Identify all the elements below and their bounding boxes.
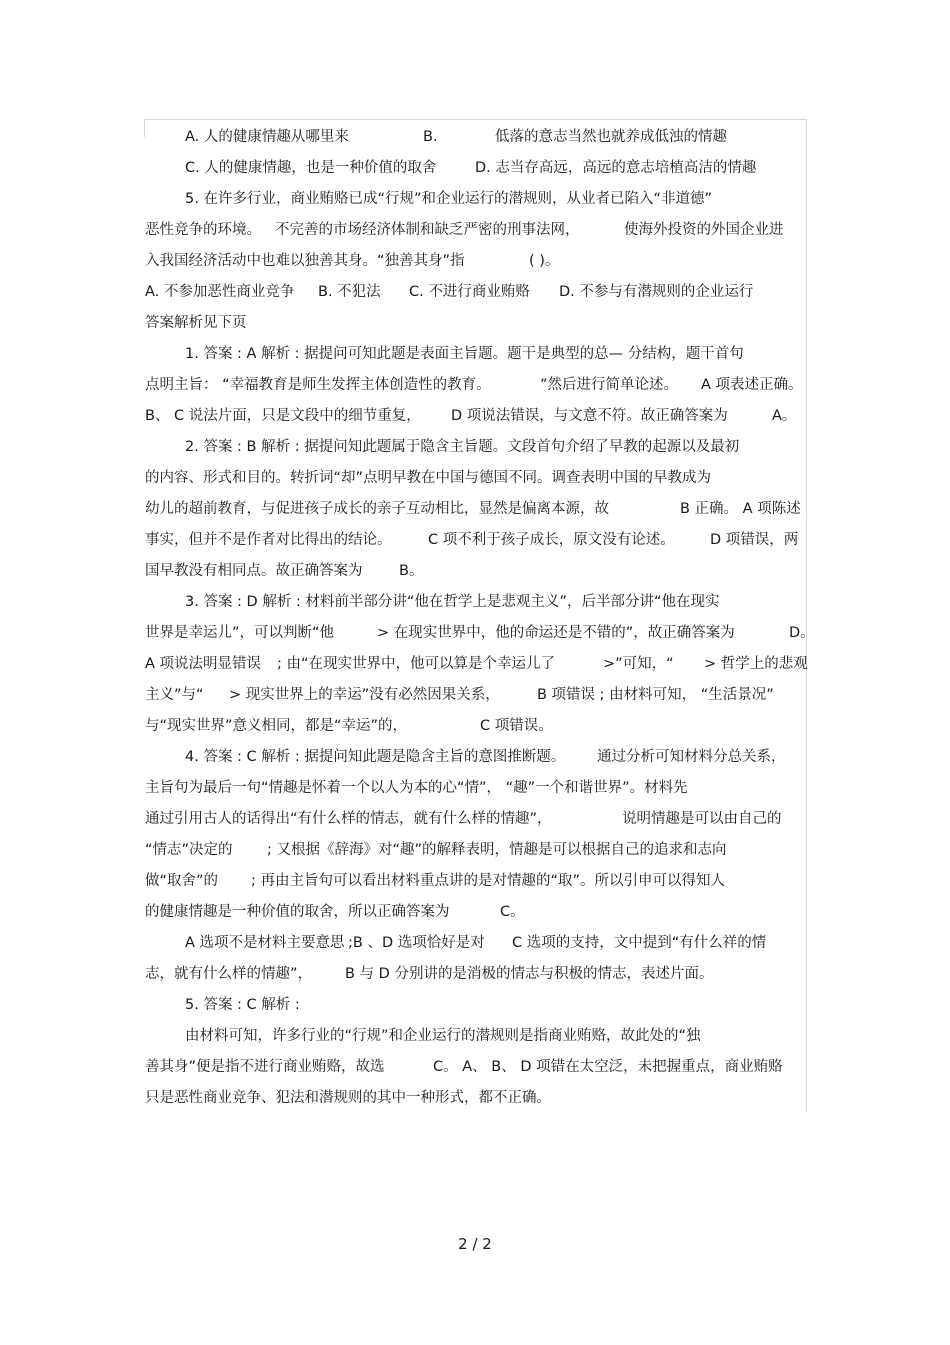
text-segment: 低落的意志当然也就养成低浊的情趣	[495, 129, 727, 145]
text-segment: C. 人的健康情趣，也是一种价值的取舍	[185, 160, 437, 176]
text-segment: ”然后进行简单论述。	[540, 377, 679, 393]
text-line	[145, 1022, 807, 1050]
text-segment: B.	[423, 129, 438, 145]
text-segment: ; 再由主旨句可以看出材料重点讲的是对情趣的“取”。所以引申可以得知人	[251, 873, 726, 889]
text-line	[145, 526, 807, 554]
text-segment: 与“现实世界”意义相同，都是“幸运”的，	[145, 718, 408, 734]
text-segment: 主旨句为最后一句“情趣是怀着一个以人为本的心“情”， “趣”一个和谐世界”。材料先	[145, 780, 688, 796]
text-segment: 入我国经济活动中也难以独善其身。“独善其身”指	[145, 253, 465, 269]
text-segment: B。	[399, 563, 424, 579]
text-segment: 1. 答案 : A 解析 : 据提问可知此题是表面主旨题。题干是典型的总— 分结构，题干首句	[185, 346, 744, 362]
text-line	[145, 216, 807, 244]
text-line	[145, 867, 807, 895]
text-line	[145, 929, 807, 957]
text-segment: 恶性竞争的环境。	[145, 222, 261, 238]
text-segment: B 与 D 分别讲的是消极的情志与积极的情志，表述片面。	[345, 966, 714, 982]
text-segment: > 现实世界上的幸运”没有必然因果关系，	[229, 687, 500, 703]
text-segment: 的内容、形式和目的。转折词“却”点明早教在中国与德国不同。调查表明中国的早教成为	[145, 470, 712, 486]
text-segment: C 选项的支持，文中提到“有什么祥的情	[512, 935, 767, 951]
text-segment: “情志”决定的	[145, 842, 233, 858]
text-segment: B. 不犯法	[318, 284, 381, 300]
text-line	[145, 278, 807, 306]
text-segment: B 正确。 A 项陈述	[680, 501, 801, 517]
text-line	[145, 743, 807, 771]
text-line	[145, 495, 807, 523]
text-line	[145, 557, 807, 585]
text-segment: B 项错误 ; 由材料可知， “生活景况”	[537, 687, 774, 703]
text-line	[145, 433, 807, 461]
text-segment: 由材料可知，许多行业的“行规”和企业运行的潜规则是指商业贿赂，故此处的“独	[185, 1028, 701, 1044]
text-segment: 的健康情趣是一种价值的取舍，所以正确答案为	[145, 904, 450, 920]
text-segment: 志，就有什么样的情趣”，	[145, 966, 313, 982]
text-segment: C 项错误。	[480, 718, 553, 734]
text-line	[145, 898, 807, 926]
text-segment: 5. 在许多行业，商业贿赂已成“行规”和企业运行的潜规则，从业者已陷入“非道德”	[185, 191, 712, 207]
text-segment: ( )。	[529, 253, 560, 269]
text-segment: 答案解析见下页	[145, 315, 247, 331]
text-segment: D. 志当存高远，高远的意志培植高洁的情趣	[475, 160, 757, 176]
text-line	[145, 774, 807, 802]
text-segment: D。	[789, 625, 815, 641]
text-segment: ;B 、D 选项恰好是对	[348, 935, 485, 951]
text-line	[145, 185, 807, 213]
text-segment: 国早教没有相同点。故正确答案为	[145, 563, 363, 579]
text-segment: 世界是幸运儿”，可以判断“他	[145, 625, 335, 641]
page-number: 2 / 2	[458, 1235, 492, 1253]
text-line	[145, 650, 807, 678]
text-segment: 2. 答案 : B 解析 : 据提问知此题属于隐含主旨题。文段首句介绍了早教的起源以及最初	[185, 439, 740, 455]
text-line	[145, 123, 807, 151]
text-segment: A 项说法明显错误	[145, 656, 262, 672]
text-line	[145, 712, 807, 740]
text-line	[145, 464, 807, 492]
text-line	[145, 309, 807, 337]
text-segment: D 项错误，两	[710, 532, 799, 548]
text-segment: >”可知，“	[603, 656, 674, 672]
text-segment: A. 人的健康情趣从哪里来	[185, 129, 349, 145]
text-segment: C. 不进行商业贿赂	[409, 284, 530, 300]
text-line	[145, 991, 807, 1019]
text-segment: 主义”与“	[145, 687, 204, 703]
text-segment: D 项说法错误，与文意不符。故正确答案为	[451, 408, 728, 424]
text-segment: ; 由“在现实世界中，他可以算是个幸运儿了	[277, 656, 556, 672]
text-line	[145, 247, 807, 275]
text-segment: > 哲学上的悲观	[704, 656, 808, 672]
text-line	[145, 588, 807, 616]
text-segment: D. 不参与有潜规则的企业运行	[559, 284, 754, 300]
text-segment: 5. 答案 : C 解析 :	[185, 997, 300, 1013]
text-line	[145, 681, 807, 709]
text-line	[145, 1053, 807, 1081]
text-line	[145, 1084, 807, 1112]
text-line	[145, 805, 807, 833]
text-line	[145, 836, 807, 864]
text-line	[145, 371, 807, 399]
text-line	[145, 619, 815, 647]
text-segment: C。	[500, 904, 525, 920]
text-segment: A 项表述正确。	[701, 377, 803, 393]
text-segment: A 选项不是材料主要意思	[185, 935, 345, 951]
text-segment: 只是恶性商业竞争、犯法和潜规则的其中一种形式，都不正确。	[145, 1090, 551, 1106]
text-segment: A. 不参加恶性商业竞争	[145, 284, 295, 300]
text-segment: 不完善的市场经济体制和缺乏严密的刑事法网，	[275, 222, 580, 238]
text-segment: 通过引用古人的话得出“有什么样的情志，就有什么样的情趣”，	[145, 811, 552, 827]
text-segment: 做“取舍”的	[145, 873, 219, 889]
text-segment: ; 又根据《辞海》对“趣”的解释表明，情趣是可以根据自己的追求和志向	[267, 842, 727, 858]
text-segment: 3. 答案 : D 解析 : 材料前半部分讲“他在哲学上是悲观主义”，后半部分讲“他在现实	[185, 594, 720, 610]
text-segment: 通过分析可知材料分总关系，	[597, 749, 786, 765]
text-segment: C。 A、 B、 D 项错在太空泛，未把握重点，商业贿赂	[433, 1059, 783, 1075]
text-line	[145, 402, 807, 430]
text-segment: 幼儿的超前教育，与促进孩子成长的亲子互动相比，显然是偏离本源，故	[145, 501, 609, 517]
text-line	[145, 960, 807, 988]
text-segment: 使海外投资的外国企业进	[624, 222, 784, 238]
text-segment: 说明情趣是可以由自己的	[622, 811, 782, 827]
text-segment: A。	[772, 408, 797, 424]
text-line	[145, 340, 807, 368]
text-segment: B、 C 说法片面，只是文段中的细节重复，	[145, 408, 421, 424]
text-line	[145, 154, 807, 182]
text-segment: > 在现实世界中，他的命运还是不错的”，故正确答案为	[377, 625, 735, 641]
text-segment: 事实，但并不是作者对比得出的结论。	[145, 532, 392, 548]
text-segment: 4. 答案 : C 解析 : 据提问知此题是隐含主旨的意图推断题。	[185, 749, 566, 765]
text-segment: 善其身”便是指不进行商业贿赂，故选	[145, 1059, 385, 1075]
text-segment: 点明主旨： “幸福教育是师生发挥主体创造性的教育。	[145, 377, 491, 393]
text-segment: C 项不利于孩子成长，原文没有论述。	[428, 532, 675, 548]
